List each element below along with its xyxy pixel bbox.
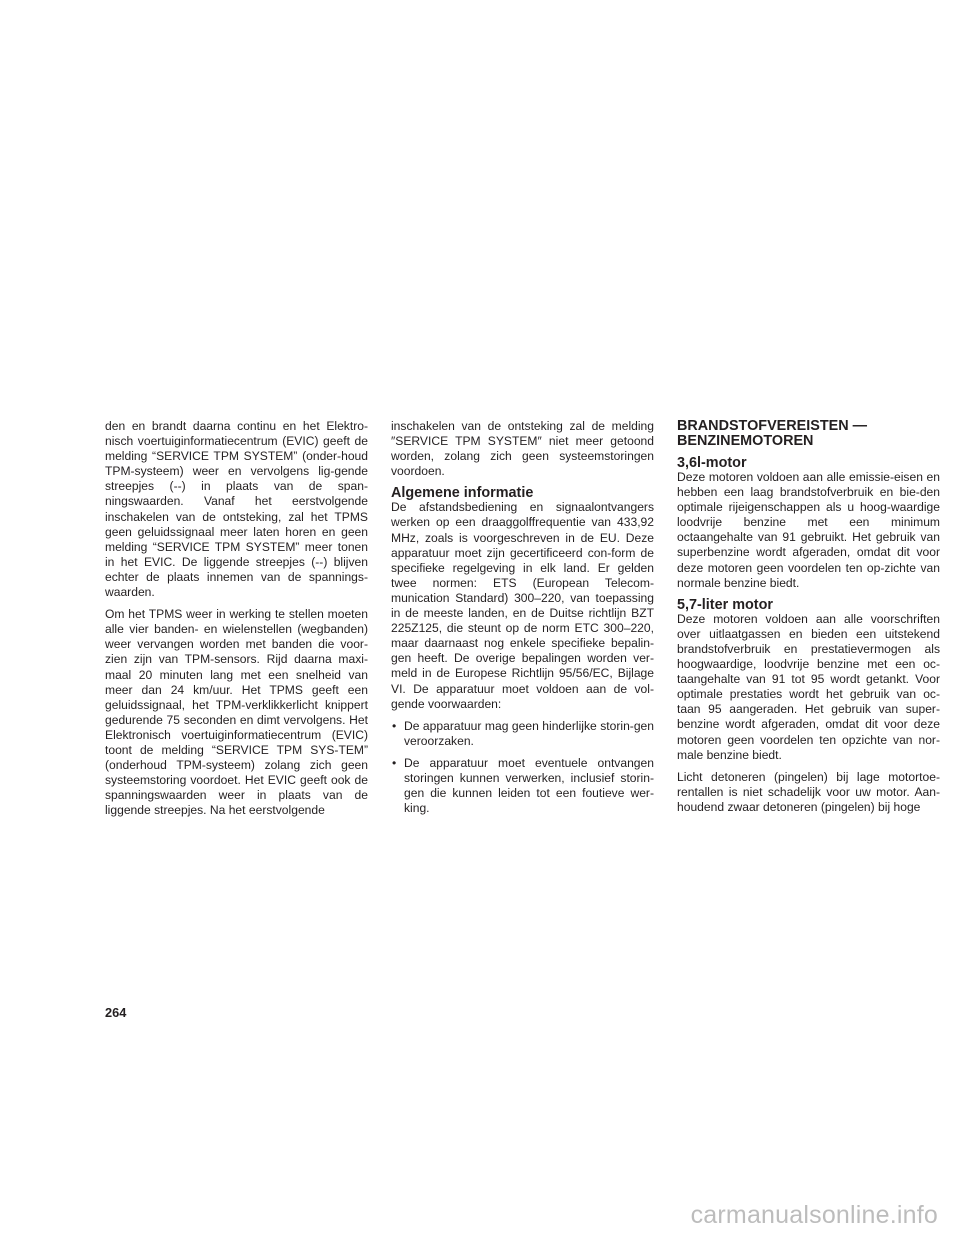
bullet-icon: • [392,755,397,770]
requirements-list [391,719,654,817]
paragraph-36l-engine: Deze motoren voldoen aan alle emissie-eisen en hebben een laag brandstofverbruik en bie-den optimale rijeigenschappen als u hoog-waardige loodvrije benzine met een minimum octaangehalte van 91 gebruikt. Het gebruik van superbenzine wordt afgeraden, omdat dit voor deze motoren geen voordelen ten op-zichte van normale benzine biedt. [677,470,940,590]
section-heading-line2: BENZINEMOTOREN [677,433,814,449]
paragraph-tpms-warning: den en brandt daarna continu en het Elektro-nisch voertuiginformatiecentrum (EVIC) geeft de melding “SERVICE TPM SYSTEM” (onder-houd TPM-systeem) weer en vervolgens lig-gende streepjes (--) in plaats van de span-ningswaarden. Vanaf het eerstvolgende inschakelen van de ontsteking, zal het TPMS geen geluidssignaal meer laten horen en geen melding “SERVICE TPM SYSTEM” meer tonen in het EVIC. De liggende streepjes (--) blijven echter de plaats innemen van de spannings-waarden. [105,419,368,600]
list-item-text: De apparatuur moet eventuele ontvangen storingen kunnen verwerken, inclusief storin-gen die kunnen leiden tot een foutieve wer-king. [404,755,654,816]
paragraph-57l-engine: Deze motoren voldoen aan alle voorschriften over uitlaatgassen en bieden een uitstekend brandstofverbruik en prestatievermogen als hoogwaardige, loodvrije benzine met een oc-taangehalte van 91 tot 95 wordt getankt. Voor optimale prestaties wordt het gebruik van oc-taan 95 aangeraden. Het gebruik van super-benzine wordt afgeraden, omdat dit voor deze motoren geen voordelen ten opzichte van nor-male benzine biedt. [677,611,940,762]
middle-column [391,419,654,816]
watermark: carmanualsonline.info [690,1201,938,1229]
list-item-text: De apparatuur mag geen hinderlijke storin-gen veroorzaken. [404,718,654,748]
section-heading-fuel-requirements [677,419,940,449]
list-item [391,719,654,749]
paragraph-continued: inschakelen van de ontsteking zal de melding ″SERVICE TPM SYSTEM″ niet meer getoond worden, zolang zich geen systeemstoringen voordoen. [391,419,654,479]
left-column [105,419,368,818]
section-heading-line1: BRANDSTOFVEREISTEN — [677,418,868,434]
subheading-57l-engine: 5,7-liter motor [677,596,773,613]
subheading-36l-engine: 3,6l-motor [677,455,747,471]
heading-general-information: Algemene informatie [391,485,534,502]
list-item [391,756,654,816]
right-column [677,419,940,815]
paragraph-general-information: De afstandsbediening en signaalontvangers werken op een draaggolffrequentie van 433,92 MHz, zoals is voorgeschreven in de EU. Deze apparatuur moet zijn gecertificeerd con-form de specifieke regelgeving in elk land. Er gelden twee normen: ETS (European Telecom-munication Standard) 300–220, van toepassing in de meeste landen, en de Duitse richtlijn BZT 225Z125, die steunt op de norm ETC 300–220, maar daarnaast nog enkele specifieke bepalin-gen heeft. De overige bepalingen worden ver-meld in de Europese Richtlijn 95/56/EC, Bijlage VI. De apparatuur moet voldoen aan de vol-gende voorwaarden: [391,500,654,711]
paragraph-knocking: Licht detoneren (pingelen) bij lage motortoe-rentallen is niet schadelijk voor uw motor. Aan-houdend zwaar detoneren (pingelen) bij hoge [677,769,940,814]
bullet-icon: • [392,718,397,733]
paragraph-tpms-reset: Om het TPMS weer in werking te stellen moeten alle vier banden- en wielenstellen (wegbanden) weer vervangen worden met banden die voor-zien zijn van TPM-sensors. Rijd daarna maxi-maal 20 minuten lang met een snelheid van meer dan 24 km/uur. Het TPMS geeft een geluidssignaal, het TPM-verklikkerlicht knippert gedurende 75 seconden en dimt vervolgens. Het Elektronisch voertuiginformatiecentrum (EVIC) toont de melding “SERVICE TPM SYS-TEM” (onderhoud TPM-systeem) zolang zich geen systeemstoring voordoet. Het EVIC geeft ook de spanningswaarden weer in plaats van de liggende streepjes. Na het eerstvolgende [105,607,368,818]
page-number: 264 [105,1005,127,1020]
